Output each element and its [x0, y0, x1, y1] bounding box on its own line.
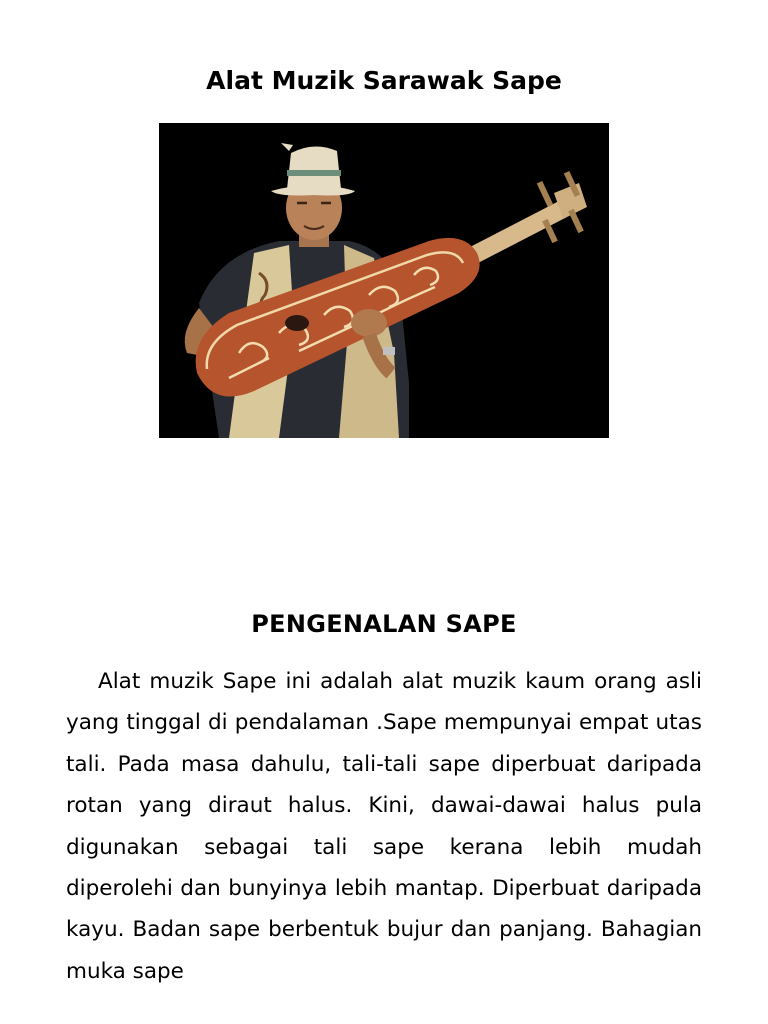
section-heading: PENGENALAN SAPE: [251, 610, 517, 638]
sape-player-illustration: [159, 123, 609, 438]
sound-hole: [285, 315, 309, 331]
hat-crown: [287, 146, 341, 189]
document-title: Alat Muzik Sarawak Sape: [206, 66, 562, 95]
wristwatch: [383, 347, 395, 355]
body-paragraph: Alat muzik Sape ini adalah alat muzik kaum orang asli yang tinggal di pendalaman .Sape mempunyai empat utas tali. Pada masa dahulu, tali-tali sape diperbuat daripada rotan yang diraut halus. Kini, dawai-dawai halus pula digunakan sebagai tali sape kerana lebih mudah diperolehi dan bunyinya lebih mantap. Diperbuat daripada kayu. Badan sape berbentuk bujur dan panjang. Bahagian muka sape: [66, 669, 702, 984]
right-hand: [351, 309, 387, 337]
sape-player-photo: [159, 123, 609, 438]
